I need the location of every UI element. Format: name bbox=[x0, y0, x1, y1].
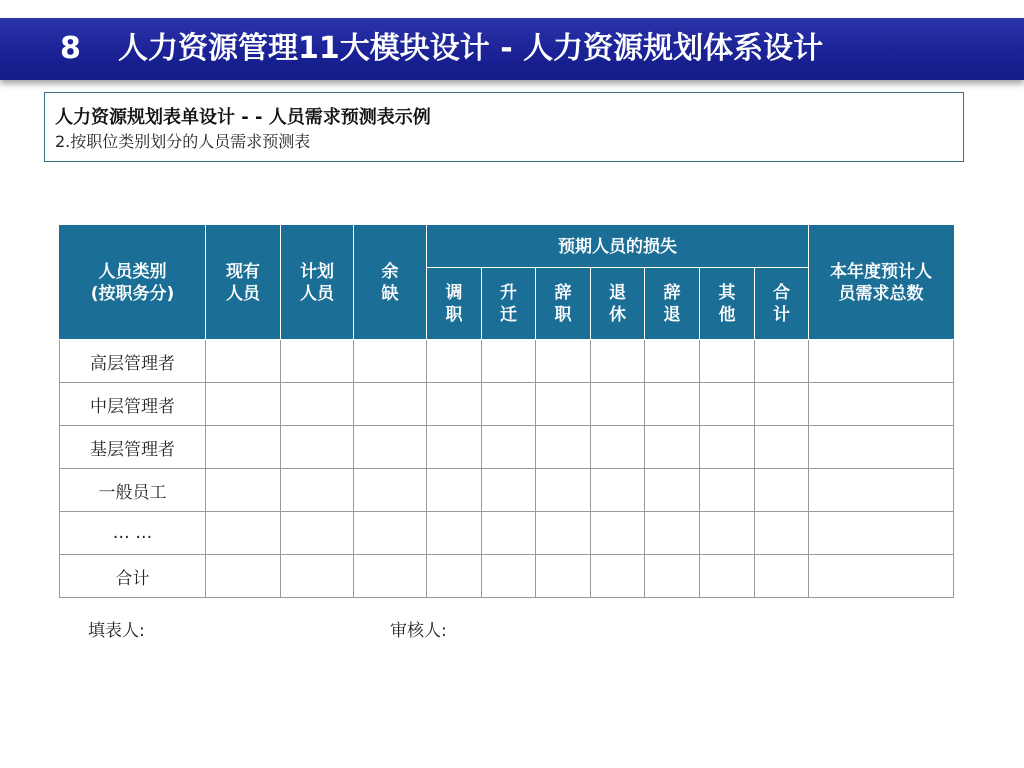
header-total-demand: 本年度预计人 员需求总数 bbox=[809, 226, 954, 340]
header-loss-resign: 辞 职 bbox=[536, 268, 591, 340]
table-cell[interactable] bbox=[645, 512, 700, 555]
title-bar bbox=[0, 18, 1024, 80]
table-cell[interactable] bbox=[591, 426, 645, 469]
row-label: 基层管理者 bbox=[60, 426, 206, 469]
table-cell[interactable] bbox=[645, 555, 700, 598]
table-cell[interactable] bbox=[281, 426, 354, 469]
table-cell[interactable] bbox=[536, 383, 591, 426]
demand-forecast-table bbox=[59, 225, 954, 598]
table-cell[interactable] bbox=[536, 340, 591, 383]
header-loss-dismiss: 辞 退 bbox=[645, 268, 700, 340]
table-cell[interactable] bbox=[482, 469, 536, 512]
table-cell[interactable] bbox=[427, 512, 482, 555]
table-row bbox=[60, 383, 954, 426]
table-cell[interactable] bbox=[755, 340, 809, 383]
table-cell[interactable] bbox=[354, 469, 427, 512]
row-label: 高层管理者 bbox=[60, 340, 206, 383]
table-cell[interactable] bbox=[281, 555, 354, 598]
page-title: 人力资源管理11大模块设计 - 人力资源规划体系设计 bbox=[118, 31, 824, 66]
header-surplus: 余 缺 bbox=[354, 226, 427, 340]
table-cell[interactable] bbox=[206, 426, 281, 469]
table-cell[interactable] bbox=[591, 512, 645, 555]
table-cell[interactable] bbox=[427, 426, 482, 469]
table-cell[interactable] bbox=[427, 555, 482, 598]
table-cell[interactable] bbox=[482, 426, 536, 469]
table-cell[interactable] bbox=[354, 383, 427, 426]
table-cell[interactable] bbox=[482, 340, 536, 383]
row-label: 一般员工 bbox=[60, 469, 206, 512]
table-row bbox=[60, 512, 954, 555]
table-cell[interactable] bbox=[536, 555, 591, 598]
header-loss-group: 预期人员的损失 bbox=[427, 226, 809, 268]
table-cell[interactable] bbox=[536, 512, 591, 555]
filler-label: 填表人: bbox=[88, 621, 145, 641]
table-cell[interactable] bbox=[591, 340, 645, 383]
table-cell[interactable] bbox=[354, 340, 427, 383]
table-cell[interactable] bbox=[482, 555, 536, 598]
reviewer-label: 审核人: bbox=[390, 621, 447, 641]
table-row bbox=[60, 469, 954, 512]
row-label: … … bbox=[60, 512, 206, 555]
table-cell[interactable] bbox=[536, 426, 591, 469]
table-cell[interactable] bbox=[645, 426, 700, 469]
table-row bbox=[60, 340, 954, 383]
row-label: 中层管理者 bbox=[60, 383, 206, 426]
table-cell[interactable] bbox=[591, 383, 645, 426]
header-planned: 计划 人员 bbox=[281, 226, 354, 340]
table-cell[interactable] bbox=[700, 340, 755, 383]
table-cell[interactable] bbox=[591, 555, 645, 598]
table-cell[interactable] bbox=[700, 426, 755, 469]
table-cell[interactable] bbox=[755, 426, 809, 469]
table-cell[interactable] bbox=[427, 340, 482, 383]
table-cell[interactable] bbox=[809, 383, 954, 426]
table-cell[interactable] bbox=[206, 340, 281, 383]
table-cell[interactable] bbox=[809, 512, 954, 555]
header-loss-other: 其 他 bbox=[700, 268, 755, 340]
header-loss-promotion: 升 迁 bbox=[482, 268, 536, 340]
table-cell[interactable] bbox=[281, 469, 354, 512]
table-cell[interactable] bbox=[755, 383, 809, 426]
table-row bbox=[60, 555, 954, 598]
table-cell[interactable] bbox=[700, 469, 755, 512]
table-cell[interactable] bbox=[809, 340, 954, 383]
table-cell[interactable] bbox=[645, 469, 700, 512]
table-cell[interactable] bbox=[206, 469, 281, 512]
table-cell[interactable] bbox=[206, 555, 281, 598]
section-number: 8 bbox=[60, 31, 81, 66]
table-cell[interactable] bbox=[591, 469, 645, 512]
table-cell[interactable] bbox=[206, 512, 281, 555]
header-loss-subtotal: 合 计 bbox=[755, 268, 809, 340]
table-cell[interactable] bbox=[809, 426, 954, 469]
table-cell[interactable] bbox=[281, 340, 354, 383]
row-label: 合计 bbox=[60, 555, 206, 598]
table-cell[interactable] bbox=[700, 555, 755, 598]
table-cell[interactable] bbox=[645, 340, 700, 383]
table-cell[interactable] bbox=[354, 426, 427, 469]
subtitle-subheading: 2.按职位类别划分的人员需求预测表 bbox=[55, 132, 311, 151]
subtitle-box bbox=[44, 92, 964, 162]
table-cell[interactable] bbox=[281, 512, 354, 555]
table-cell[interactable] bbox=[700, 512, 755, 555]
header-loss-transfer: 调 职 bbox=[427, 268, 482, 340]
table-cell[interactable] bbox=[281, 383, 354, 426]
table-cell[interactable] bbox=[809, 469, 954, 512]
table-cell[interactable] bbox=[427, 383, 482, 426]
header-category: 人员类别 (按职务分) bbox=[60, 226, 206, 340]
table-cell[interactable] bbox=[645, 383, 700, 426]
table-cell[interactable] bbox=[755, 555, 809, 598]
table-cell[interactable] bbox=[354, 555, 427, 598]
table-cell[interactable] bbox=[354, 512, 427, 555]
table-cell[interactable] bbox=[536, 469, 591, 512]
header-current: 现有 人员 bbox=[206, 226, 281, 340]
table-cell[interactable] bbox=[482, 383, 536, 426]
table-cell[interactable] bbox=[700, 383, 755, 426]
subtitle-heading: 人力资源规划表单设计 - - 人员需求预测表示例 bbox=[55, 107, 431, 128]
header-loss-retire: 退 休 bbox=[591, 268, 645, 340]
table-cell[interactable] bbox=[755, 469, 809, 512]
table-cell[interactable] bbox=[427, 469, 482, 512]
table-cell[interactable] bbox=[809, 555, 954, 598]
table-cell[interactable] bbox=[206, 383, 281, 426]
table-row bbox=[60, 426, 954, 469]
table-cell[interactable] bbox=[755, 512, 809, 555]
table-cell[interactable] bbox=[482, 512, 536, 555]
